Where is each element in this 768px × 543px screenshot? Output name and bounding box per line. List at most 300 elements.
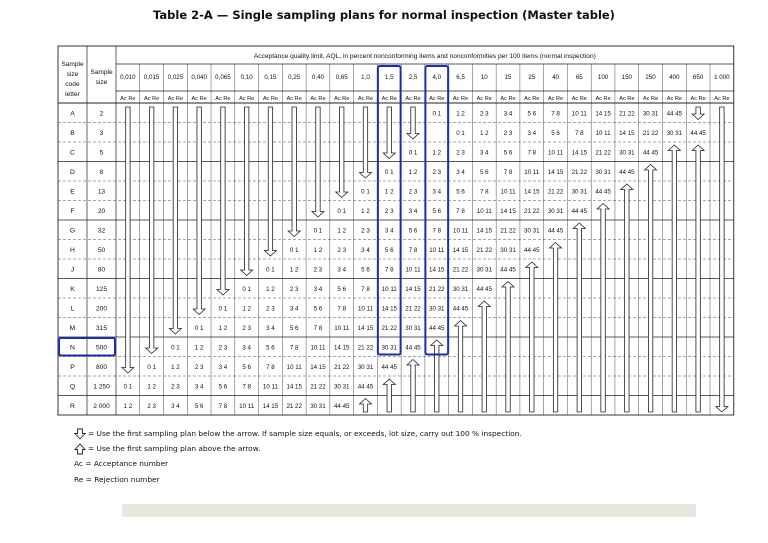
ac-re-value: 10 11	[595, 129, 611, 137]
ac-re-value: 30 31	[642, 110, 659, 118]
aql-level: 0,10	[240, 74, 253, 81]
code-letter: L	[70, 305, 75, 313]
ac-re-header: Ac Re	[357, 96, 374, 102]
sample-size: 2	[99, 110, 104, 118]
ac-re-value: 21 22	[405, 305, 421, 313]
ac-re-value: 44 45	[666, 110, 683, 118]
ac-re-header: Ac Re	[595, 96, 611, 102]
ac-re-value: 44 45	[524, 246, 540, 254]
down-arrow-icon	[407, 107, 419, 139]
ac-re-value: 30 31	[500, 246, 516, 254]
down-arrow-icon	[359, 107, 371, 178]
ac-re-header: Ac Re	[120, 96, 136, 102]
down-arrow-icon	[383, 107, 395, 159]
ac-re-value: 10 11	[310, 344, 326, 352]
ac-re-value: 44 45	[500, 266, 516, 274]
ac-re-value: 21 22	[333, 363, 350, 371]
ac-re-value: 0 1	[313, 227, 323, 235]
sample-size: 3	[99, 129, 104, 137]
up-arrow-icon	[502, 282, 514, 413]
ac-re-value: 30 31	[619, 149, 635, 157]
ac-re-value: 2 3	[242, 324, 251, 332]
aql-level: 0,010	[120, 74, 136, 81]
ac-re-value: 2 3	[218, 344, 228, 352]
ac-re-value: 10 11	[548, 149, 564, 157]
ac-re-value: 0 1	[337, 207, 347, 215]
ac-re-value: 0 1	[218, 305, 228, 313]
legend-up-row	[74, 441, 522, 456]
ac-re-value: 3 4	[337, 266, 347, 274]
ac-re-header: Ac Re	[476, 96, 492, 102]
code-letter: K	[70, 285, 75, 293]
ac-re-value: 21 22	[381, 324, 397, 332]
ac-re-value: 14 15	[524, 188, 540, 196]
ac-re-value: 21 22	[452, 266, 469, 274]
ac-re-value: 7 8	[551, 110, 560, 118]
ac-re-header: Ac Re	[714, 96, 730, 102]
ac-re-value: 5 6	[432, 207, 442, 215]
ac-re-value: 21 22	[642, 129, 659, 137]
aql-level: 1,5	[384, 74, 394, 81]
ac-re-header: Ac Re	[144, 96, 160, 102]
sample-size: 800	[95, 363, 108, 371]
aql-level: 0,065	[215, 74, 231, 81]
ac-re-value: 14 15	[286, 383, 302, 391]
sample-size: 5	[99, 149, 104, 157]
ac-re-value: 14 15	[357, 324, 374, 332]
ac-re-value: 7 8	[266, 363, 275, 371]
ac-re-value: 2 3	[289, 285, 299, 293]
ac-re-value: 2 3	[147, 402, 156, 410]
ac-re-value: 1 2	[456, 110, 465, 118]
ac-re-value: 2 3	[313, 266, 323, 274]
ac-re-value: 2 3	[408, 188, 418, 196]
up-arrow-icon	[597, 204, 609, 413]
ac-re-value: 3 4	[384, 227, 394, 235]
ac-re-header: Ac Re	[239, 96, 255, 102]
aql-level: 65	[575, 74, 583, 81]
ac-re-value: 5 6	[479, 168, 489, 176]
ac-re-value: 21 22	[310, 383, 326, 391]
ac-re-value: 30 31	[381, 344, 397, 352]
ac-re-header: Ac Re	[547, 96, 564, 102]
legend-up-text: = Use the first sampling plan above the arrow.	[88, 444, 261, 454]
aql-level: 25	[528, 74, 536, 81]
ac-re-value: 7 8	[575, 129, 584, 137]
header-sample-size: size	[95, 79, 108, 86]
aql-level: 15	[504, 74, 512, 81]
ac-re-value: 1 2	[147, 383, 156, 391]
down-arrow-icon	[193, 107, 205, 315]
ac-re-value: 5 6	[408, 227, 418, 235]
ac-re-value: 0 1	[123, 383, 133, 391]
ac-re-value: 44 45	[595, 188, 611, 196]
aql-level: 0,40	[311, 74, 324, 81]
code-letter: C	[70, 149, 75, 157]
ac-re-value: 21 22	[429, 285, 445, 293]
ac-re-value: 2 3	[503, 129, 513, 137]
ac-re-value: 0 1	[147, 363, 156, 371]
ac-re-value: 30 31	[547, 207, 564, 215]
aql-level: 1,0	[361, 74, 370, 81]
sample-size: 50	[97, 246, 106, 254]
aql-level: 0,25	[288, 74, 301, 81]
ac-re-value: 5 6	[313, 305, 323, 313]
ac-re-value: 1 2	[408, 168, 418, 176]
ac-re-value: 10 11	[405, 266, 421, 274]
ac-re-value: 3 4	[503, 110, 513, 118]
up-arrow-icon	[645, 165, 657, 413]
ac-re-value: 7 8	[361, 285, 370, 293]
legend-re-text: Re = Rejection number	[74, 474, 160, 484]
ac-re-header: Ac Re	[571, 96, 587, 102]
ac-re-value: 44 45	[642, 149, 659, 157]
ac-re-value: 30 31	[405, 324, 421, 332]
up-arrow-icon	[359, 399, 371, 413]
ac-re-value: 0 1	[361, 188, 370, 196]
sample-size: 200	[95, 305, 108, 313]
ac-re-header: Ac Re	[262, 96, 279, 102]
code-letter: D	[70, 168, 75, 176]
ac-re-value: 30 31	[310, 402, 326, 410]
ac-re-value: 1 2	[194, 344, 204, 352]
ac-re-value: 21 22	[547, 188, 564, 196]
ac-re-value: 44 45	[357, 383, 374, 391]
ac-re-value: 21 22	[571, 168, 588, 176]
down-arrow-icon	[122, 107, 134, 373]
ac-re-value: 30 31	[429, 305, 445, 313]
ac-re-value: 2 3	[337, 246, 347, 254]
legend-down-row	[74, 426, 522, 441]
ac-re-value: 44 45	[571, 207, 588, 215]
ac-re-value: 3 4	[408, 207, 418, 215]
ac-re-value: 3 4	[361, 246, 370, 254]
down-arrow-icon	[169, 107, 181, 334]
ac-re-header: Ac Re	[334, 96, 350, 102]
ac-re-value: 44 45	[381, 363, 397, 371]
ac-re-value: 30 31	[666, 129, 683, 137]
ac-re-value: 3 4	[242, 344, 251, 352]
ac-re-value: 21 22	[524, 207, 540, 215]
aql-level: 0,65	[335, 74, 348, 81]
ac-re-value: 1 2	[479, 129, 489, 137]
ac-re-value: 7 8	[456, 207, 465, 215]
ac-re-header: Ac Re	[690, 96, 706, 102]
ac-re-header: Ac Re	[405, 96, 421, 102]
ac-re-header: Ac Re	[381, 96, 397, 102]
ac-re-value: 14 15	[262, 402, 279, 410]
ac-re-value: 3 4	[456, 168, 465, 176]
ac-re-value: 1 2	[313, 246, 323, 254]
up-arrow-icon	[455, 321, 467, 413]
ac-re-header: Ac Re	[215, 96, 231, 102]
page-title: Table 2-A — Single sampling plans for normal inspection (Master table)	[153, 8, 615, 22]
aql-level: 10	[480, 74, 488, 81]
ac-re-value: 3 4	[218, 363, 228, 371]
ac-re-value: 44 45	[476, 285, 493, 293]
down-arrow-icon	[146, 107, 158, 354]
aql-level: 0,040	[191, 74, 207, 81]
ac-re-value: 1 2	[432, 149, 442, 157]
ac-re-value: 5 6	[551, 129, 560, 137]
ac-re-value: 2 3	[456, 149, 465, 157]
ac-re-value: 30 31	[452, 285, 469, 293]
ac-re-value: 44 45	[690, 129, 706, 137]
header-code-letter: Sample	[61, 61, 84, 68]
sample-size: 20	[97, 207, 106, 215]
legend	[74, 426, 522, 487]
code-letter: H	[70, 246, 75, 254]
aql-level: 400	[669, 74, 680, 81]
ac-re-value: 5 6	[361, 266, 370, 274]
footer-bar	[122, 504, 696, 517]
sampling-table	[58, 46, 730, 416]
ac-re-value: 10 11	[262, 383, 278, 391]
ac-re-value: 1 2	[171, 363, 180, 371]
aql-level: 650	[692, 74, 704, 81]
header-code-letter: letter	[65, 91, 80, 98]
ac-re-value: 0 1	[171, 344, 180, 352]
up-arrow-icon	[550, 243, 562, 413]
ac-re-value: 3 4	[432, 188, 442, 196]
ac-re-value: 3 4	[266, 324, 275, 332]
code-letter: A	[70, 110, 75, 118]
ac-re-header: Ac Re	[524, 96, 540, 102]
ac-re-value: 30 31	[524, 227, 540, 235]
ac-re-value: 2 3	[194, 363, 204, 371]
ac-re-value: 1 2	[337, 227, 347, 235]
ac-re-value: 5 6	[289, 324, 299, 332]
aql-level: 100	[597, 74, 609, 81]
ac-re-value: 14 15	[405, 285, 421, 293]
code-letter: J	[70, 266, 75, 274]
aql-level: 0,025	[167, 74, 184, 81]
ac-re-value: 0 1	[289, 246, 299, 254]
ac-re-value: 2 3	[384, 207, 394, 215]
ac-re-value: 1 2	[266, 285, 275, 293]
ac-re-value: 0 1	[194, 324, 204, 332]
ac-re-value: 14 15	[476, 227, 493, 235]
ac-re-value: 14 15	[595, 110, 611, 118]
ac-re-value: 10 11	[571, 110, 587, 118]
ac-re-value: 0 1	[384, 168, 394, 176]
ac-re-value: 21 22	[500, 227, 516, 235]
aql-level: 40	[552, 74, 560, 81]
ac-re-value: 3 4	[289, 305, 299, 313]
sample-size: 32	[97, 227, 106, 235]
sample-size: 125	[95, 285, 108, 293]
ac-re-value: 7 8	[479, 188, 489, 196]
ac-re-value: 7 8	[313, 324, 323, 332]
sample-size: 80	[97, 266, 106, 274]
header-code-letter: size	[66, 71, 79, 78]
ac-re-header: Ac Re	[429, 96, 445, 102]
ac-re-value: 10 11	[334, 324, 350, 332]
aql-level: 250	[645, 74, 656, 81]
aql-level: 4,0	[432, 74, 442, 81]
down-arrow-icon	[336, 107, 348, 198]
ac-re-value: 21 22	[476, 246, 493, 254]
ac-re-value: 0 1	[266, 266, 275, 274]
ac-re-value: 10 11	[524, 168, 540, 176]
ac-re-value: 0 1	[242, 285, 251, 293]
ac-re-value: 0 1	[432, 110, 442, 118]
ac-re-value: 5 6	[527, 110, 537, 118]
ac-re-value: 7 8	[503, 168, 513, 176]
ac-re-value: 44 45	[452, 305, 469, 313]
aql-level: 0,015	[143, 74, 160, 81]
ac-re-value: 1 2	[361, 207, 370, 215]
ac-re-value: 7 8	[408, 246, 418, 254]
code-letter: M	[69, 324, 76, 332]
aql-level: 0,15	[264, 74, 277, 81]
down-arrow-icon	[217, 107, 229, 295]
ac-re-value: 44 45	[429, 324, 445, 332]
code-letter: G	[69, 227, 76, 235]
ac-re-value: 21 22	[357, 344, 374, 352]
ac-re-value: 3 4	[194, 383, 204, 391]
ac-re-value: 5 6	[337, 285, 347, 293]
code-letter: R	[70, 402, 75, 410]
ac-re-value: 10 11	[239, 402, 255, 410]
sample-size: 8	[99, 168, 104, 176]
ac-re-value: 3 4	[313, 285, 323, 293]
ac-re-value: 30 31	[333, 383, 350, 391]
ac-re-value: 2 3	[266, 305, 275, 313]
ac-re-value: 44 45	[619, 168, 635, 176]
ac-re-header: Ac Re	[310, 96, 326, 102]
ac-re-value: 3 4	[171, 402, 180, 410]
header-aql: Acceptance quality limit, AQL, in percent nonconforming items and nonconformities per 100 items (normal inspection)	[253, 53, 596, 60]
code-letter: N	[70, 344, 75, 352]
ac-re-value: 7 8	[242, 383, 251, 391]
ac-re-header: Ac Re	[452, 96, 469, 102]
ac-re-value: 14 15	[500, 207, 516, 215]
ac-re-value: 3 4	[527, 129, 537, 137]
ac-re-value: 2 3	[479, 110, 489, 118]
ac-re-value: 21 22	[619, 110, 635, 118]
up-arrow-icon	[74, 443, 86, 455]
ac-re-value: 7 8	[527, 149, 537, 157]
ac-re-value: 5 6	[384, 246, 394, 254]
ac-re-header: Ac Re	[642, 96, 659, 102]
header-code-letter: code	[65, 81, 80, 88]
code-letter: P	[70, 363, 75, 371]
ac-re-value: 14 15	[619, 129, 635, 137]
ac-re-header: Ac Re	[167, 96, 184, 102]
ac-re-value: 30 31	[476, 266, 493, 274]
ac-re-header: Ac Re	[191, 96, 207, 102]
down-arrow-icon	[264, 107, 276, 256]
down-arrow-icon	[241, 107, 253, 276]
ac-re-value: 7 8	[384, 266, 394, 274]
ac-re-value: 1 2	[123, 402, 133, 410]
ac-re-value: 10 11	[429, 246, 445, 254]
ac-re-value: 0 1	[408, 149, 418, 157]
legend-ac-text: Ac = Acceptance number	[74, 459, 169, 469]
ac-re-value: 44 45	[405, 344, 421, 352]
legend-re-row	[74, 472, 522, 487]
ac-re-value: 5 6	[194, 402, 204, 410]
ac-re-value: 14 15	[547, 168, 564, 176]
ac-re-value: 30 31	[595, 168, 611, 176]
code-letter: F	[70, 207, 75, 215]
ac-re-value: 2 3	[171, 383, 180, 391]
ac-re-value: 44 45	[333, 402, 350, 410]
code-letter: Q	[69, 383, 76, 391]
aql-level: 6,5	[456, 74, 465, 81]
ac-re-header: Ac Re	[500, 96, 516, 102]
ac-re-value: 5 6	[503, 149, 513, 157]
ac-re-value: 5 6	[218, 383, 228, 391]
legend-ac-row	[74, 456, 522, 471]
down-arrow-icon	[74, 428, 86, 440]
ac-re-value: 10 11	[381, 285, 397, 293]
ac-re-value: 14 15	[333, 344, 350, 352]
code-letter: B	[70, 129, 75, 137]
sample-size: 500	[95, 344, 108, 352]
aql-level: 150	[621, 74, 633, 81]
ac-re-value: 10 11	[286, 363, 302, 371]
ac-re-value: 5 6	[266, 344, 275, 352]
ac-re-value: 44 45	[547, 227, 564, 235]
sample-size: 315	[95, 324, 108, 332]
ac-re-value: 2 3	[432, 168, 442, 176]
ac-re-value: 0 1	[456, 129, 465, 137]
header-sample-size: Sample	[90, 69, 113, 76]
down-arrow-icon	[716, 107, 728, 412]
ac-re-value: 30 31	[571, 188, 588, 196]
ac-re-value: 7 8	[218, 402, 228, 410]
ac-re-value: 2 3	[361, 227, 370, 235]
ac-re-header: Ac Re	[286, 96, 302, 102]
code-letter: E	[70, 188, 75, 196]
up-arrow-icon	[621, 184, 633, 412]
ac-re-value: 14 15	[452, 246, 469, 254]
ac-re-value: 30 31	[357, 363, 374, 371]
ac-re-value: 7 8	[337, 305, 347, 313]
ac-re-value: 10 11	[357, 305, 373, 313]
up-arrow-icon	[407, 360, 419, 413]
ac-re-value: 5 6	[456, 188, 465, 196]
ac-re-header: Ac Re	[666, 96, 682, 102]
ac-re-value: 7 8	[432, 227, 442, 235]
ac-re-value: 14 15	[381, 305, 397, 313]
down-arrow-icon	[288, 107, 300, 237]
ac-re-value: 10 11	[476, 207, 492, 215]
ac-re-value: 3 4	[479, 149, 489, 157]
sample-size: 13	[97, 188, 106, 196]
aql-level: 2,5	[408, 74, 418, 81]
ac-re-value: 1 2	[289, 266, 299, 274]
ac-re-value: 14 15	[571, 149, 588, 157]
ac-re-value: 21 22	[286, 402, 302, 410]
sample-size: 1 250	[93, 383, 110, 391]
ac-re-value: 1 2	[218, 324, 228, 332]
sample-size: 2 000	[93, 402, 110, 410]
ac-re-value: 10 11	[500, 188, 516, 196]
ac-re-value: 14 15	[429, 266, 445, 274]
down-arrow-icon	[692, 107, 704, 120]
ac-re-value: 14 15	[310, 363, 326, 371]
ac-re-header: Ac Re	[619, 96, 635, 102]
ac-re-value: 1 2	[384, 188, 394, 196]
ac-re-value: 7 8	[289, 344, 299, 352]
ac-re-value: 1 2	[242, 305, 251, 313]
ac-re-value: 5 6	[242, 363, 251, 371]
ac-re-value: 10 11	[453, 227, 469, 235]
ac-re-value: 21 22	[595, 149, 611, 157]
